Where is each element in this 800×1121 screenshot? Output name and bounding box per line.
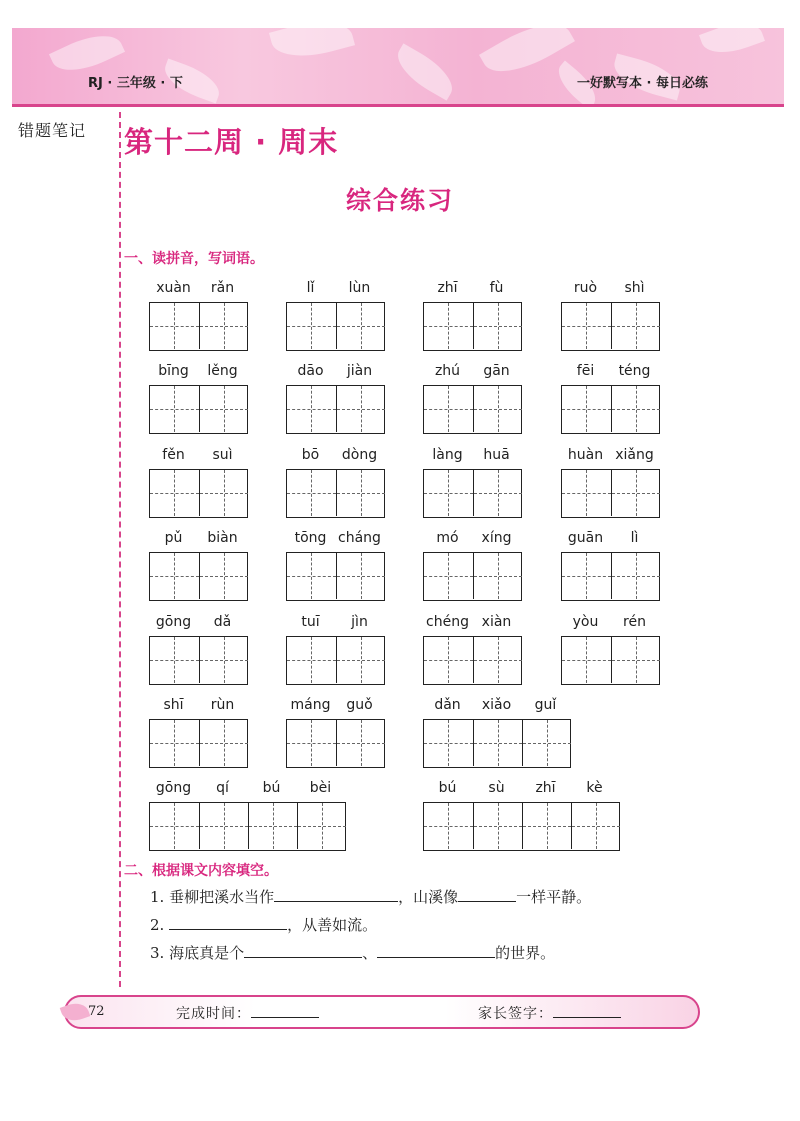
cell-guide-horizontal [424, 826, 473, 827]
character-cell[interactable] [424, 803, 473, 849]
character-cell[interactable] [522, 720, 571, 766]
writing-grid [149, 302, 248, 351]
writing-grid [561, 385, 660, 434]
pinyin-syllable: tuī [301, 614, 320, 630]
character-cell[interactable] [336, 637, 385, 683]
pinyin-syllable: biàn [207, 530, 238, 546]
q1-text-b: ，山溪像 [398, 888, 459, 906]
pinyin-syllable: ruò [573, 280, 598, 296]
week-title: 第十二周 · 周末 [124, 125, 339, 159]
page-number: 72 [88, 1004, 105, 1019]
character-cell[interactable] [562, 637, 611, 683]
pinyin-syllable: guān [567, 530, 604, 546]
writing-grid [423, 719, 571, 768]
header-divider [12, 104, 784, 107]
character-cell[interactable] [287, 386, 336, 432]
completion-time [176, 1003, 319, 1023]
character-cell[interactable] [150, 553, 199, 599]
cell-guide-horizontal [562, 660, 611, 661]
pinyin-syllable: qí [216, 780, 229, 796]
pinyin-syllable: dāo [297, 363, 324, 379]
fill-question-2 [150, 914, 377, 935]
character-cell[interactable] [562, 553, 611, 599]
character-cell[interactable] [199, 386, 248, 432]
character-cell[interactable] [611, 386, 660, 432]
cell-guide-horizontal [200, 326, 248, 327]
q1-text-c: 一样平静。 [516, 888, 592, 906]
q3-text-b: 、 [362, 944, 378, 962]
pinyin-syllable: dǎn [434, 697, 461, 713]
cell-guide-horizontal [612, 576, 660, 577]
cell-guide-horizontal [298, 826, 346, 827]
section1-heading: 一、读拼音，写词语。 [124, 251, 264, 267]
pinyin-syllable: rǎn [210, 280, 235, 296]
q1-blank-2[interactable] [458, 888, 516, 902]
writing-grid [286, 552, 385, 601]
pinyin-syllable: cháng [338, 530, 381, 546]
writing-grid [561, 636, 660, 685]
character-cell[interactable] [336, 720, 385, 766]
cell-guide-horizontal [424, 743, 473, 744]
fill-question-1 [150, 886, 591, 907]
character-cell[interactable] [150, 470, 199, 516]
character-cell[interactable] [424, 637, 473, 683]
character-cell[interactable] [336, 470, 385, 516]
writing-grid [149, 385, 248, 434]
character-cell[interactable] [199, 303, 248, 349]
cell-guide-horizontal [474, 826, 522, 827]
cell-guide-horizontal [474, 326, 522, 327]
q3-text-a: 3. 海底真是个 [150, 944, 245, 962]
cell-guide-horizontal [287, 493, 336, 494]
writing-grid [423, 469, 522, 518]
pinyin-syllable: huā [483, 447, 510, 463]
cell-guide-horizontal [200, 409, 248, 410]
writing-grid [286, 636, 385, 685]
writing-grid [423, 802, 620, 851]
pinyin-syllable: bīng [158, 363, 189, 379]
cell-guide-horizontal [150, 660, 199, 661]
character-cell[interactable] [562, 386, 611, 432]
writing-grid [149, 469, 248, 518]
completion-time-label: 完成时间： [176, 1006, 251, 1022]
pinyin-syllable: guǒ [346, 697, 373, 713]
writing-grid [149, 719, 248, 768]
character-cell[interactable] [297, 803, 346, 849]
character-cell[interactable] [287, 553, 336, 599]
pinyin-syllable: xuàn [156, 280, 191, 296]
cell-guide-horizontal [337, 493, 385, 494]
character-cell[interactable] [336, 303, 385, 349]
q1-blank-1[interactable] [274, 888, 398, 902]
character-cell[interactable] [424, 470, 473, 516]
page-title [0, 181, 800, 217]
writing-grid [561, 469, 660, 518]
cell-guide-horizontal [287, 660, 336, 661]
pinyin-syllable: mó [436, 530, 459, 546]
writing-grid [149, 636, 248, 685]
section2-heading: 二、根据课文内容填空。 [124, 863, 278, 879]
petal-decoration [699, 28, 765, 61]
character-cell[interactable] [611, 470, 660, 516]
cell-guide-horizontal [200, 660, 248, 661]
character-cell[interactable] [473, 303, 522, 349]
writing-grid [149, 802, 346, 851]
fill-question-3 [150, 942, 555, 963]
cell-guide-horizontal [424, 326, 473, 327]
writing-grid [423, 636, 522, 685]
pinyin-syllable: shī [163, 697, 184, 713]
character-cell[interactable] [562, 303, 611, 349]
character-cell[interactable] [248, 803, 297, 849]
pinyin-syllable: máng [290, 697, 331, 713]
cell-guide-horizontal [150, 409, 199, 410]
character-cell[interactable] [424, 303, 473, 349]
cell-guide-horizontal [200, 826, 248, 827]
cell-guide-horizontal [572, 826, 620, 827]
parent-signature-label: 家长签字： [478, 1006, 553, 1022]
pinyin-syllable: zhú [434, 363, 461, 379]
pinyin-syllable: téng [618, 363, 651, 379]
q2-text-b: ，从善如流。 [287, 916, 378, 934]
pinyin-syllable: lěng [207, 363, 238, 379]
pinyin-syllable: gān [483, 363, 510, 379]
completion-time-blank[interactable] [251, 1004, 319, 1018]
character-cell[interactable] [473, 637, 522, 683]
character-cell[interactable] [287, 720, 336, 766]
cell-guide-horizontal [562, 326, 611, 327]
pinyin-syllable: sù [488, 780, 505, 796]
cell-guide-horizontal [337, 660, 385, 661]
pinyin-syllable: jìn [351, 614, 368, 630]
character-cell[interactable] [611, 303, 660, 349]
writing-grid [561, 552, 660, 601]
parent-signature-blank[interactable] [553, 1004, 621, 1018]
pinyin-syllable: fēi [576, 363, 595, 379]
pinyin-syllable: fěn [162, 447, 185, 463]
pinyin-syllable: lùn [348, 280, 371, 296]
cell-guide-horizontal [474, 409, 522, 410]
writing-grid [286, 469, 385, 518]
character-cell[interactable] [150, 386, 199, 432]
character-cell[interactable] [473, 470, 522, 516]
notes-divider [119, 112, 121, 987]
pinyin-syllable: lì [630, 530, 639, 546]
cell-guide-horizontal [287, 409, 336, 410]
character-cell[interactable] [571, 803, 620, 849]
cell-guide-horizontal [474, 576, 522, 577]
pinyin-syllable: làng [432, 447, 463, 463]
pinyin-syllable: rùn [210, 697, 235, 713]
q3-blank-2[interactable] [377, 944, 495, 958]
writing-grid [286, 385, 385, 434]
cell-guide-horizontal [424, 409, 473, 410]
cell-guide-horizontal [287, 576, 336, 577]
q3-text-c: 的世界。 [495, 944, 556, 962]
cell-guide-horizontal [523, 826, 571, 827]
character-cell[interactable] [199, 553, 248, 599]
writing-grid [149, 552, 248, 601]
cell-guide-horizontal [150, 326, 199, 327]
pinyin-syllable: zhī [437, 280, 458, 296]
cell-guide-horizontal [562, 576, 611, 577]
header-series: 一好默写本 · 每日必练 [577, 76, 708, 91]
q2-blank-1[interactable] [169, 916, 287, 930]
header-edition: RJ · 三年级 · 下 [88, 76, 183, 91]
pinyin-syllable: xiàn [481, 614, 512, 630]
character-cell[interactable] [424, 553, 473, 599]
pinyin-syllable: guǐ [534, 697, 557, 713]
cell-guide-horizontal [562, 409, 611, 410]
cell-guide-horizontal [474, 493, 522, 494]
writing-grid [423, 552, 522, 601]
pinyin-syllable: rén [623, 614, 646, 630]
cell-guide-horizontal [337, 576, 385, 577]
mistake-notes-label: 错题笔记 [18, 121, 87, 140]
pinyin-syllable: dǎ [213, 614, 232, 630]
pinyin-syllable: lǐ [306, 280, 315, 296]
character-cell[interactable] [150, 803, 199, 849]
writing-grid [423, 385, 522, 434]
cell-guide-horizontal [150, 493, 199, 494]
pinyin-syllable: bō [301, 447, 320, 463]
cell-guide-horizontal [523, 743, 571, 744]
cell-guide-horizontal [337, 326, 385, 327]
writing-grid [286, 302, 385, 351]
character-cell[interactable] [424, 386, 473, 432]
character-cell[interactable] [287, 303, 336, 349]
character-cell[interactable] [522, 803, 571, 849]
pinyin-syllable: chéng [426, 614, 469, 630]
q3-blank-1[interactable] [244, 944, 362, 958]
cell-guide-horizontal [424, 493, 473, 494]
parent-signature [478, 1003, 621, 1023]
cell-guide-horizontal [200, 743, 248, 744]
character-cell[interactable] [473, 386, 522, 432]
character-cell[interactable] [150, 720, 199, 766]
cell-guide-horizontal [562, 493, 611, 494]
page-title-text: 综合练习 [345, 186, 454, 215]
pinyin-syllable: bú [262, 780, 281, 796]
character-cell[interactable] [287, 637, 336, 683]
character-cell[interactable] [150, 303, 199, 349]
pinyin-syllable: dòng [341, 447, 378, 463]
pinyin-syllable: jiàn [346, 363, 373, 379]
cell-guide-horizontal [474, 743, 522, 744]
character-cell[interactable] [199, 470, 248, 516]
cell-guide-horizontal [200, 493, 248, 494]
pinyin-syllable: bèi [309, 780, 332, 796]
character-cell[interactable] [611, 637, 660, 683]
cell-guide-horizontal [150, 576, 199, 577]
pinyin-syllable: suì [212, 447, 233, 463]
character-cell[interactable] [336, 553, 385, 599]
cell-guide-horizontal [200, 576, 248, 577]
cell-guide-horizontal [612, 409, 660, 410]
character-cell[interactable] [611, 553, 660, 599]
character-cell[interactable] [150, 637, 199, 683]
pinyin-syllable: gōng [155, 780, 192, 796]
petal-decoration [389, 43, 460, 100]
cell-guide-horizontal [249, 826, 297, 827]
character-cell[interactable] [199, 720, 248, 766]
character-cell[interactable] [199, 803, 248, 849]
header-banner [12, 28, 784, 106]
q1-text-a: 1. 垂柳把溪水当作 [150, 888, 275, 906]
character-cell[interactable] [424, 720, 473, 766]
cell-guide-horizontal [474, 660, 522, 661]
cell-guide-horizontal [612, 493, 660, 494]
cell-guide-horizontal [150, 743, 199, 744]
character-cell[interactable] [473, 803, 522, 849]
petal-decoration [269, 28, 355, 66]
pinyin-syllable: pǔ [164, 530, 183, 546]
pinyin-syllable: gōng [155, 614, 192, 630]
cell-guide-horizontal [337, 409, 385, 410]
character-cell[interactable] [473, 720, 522, 766]
cell-guide-horizontal [424, 576, 473, 577]
character-cell[interactable] [473, 553, 522, 599]
cell-guide-horizontal [150, 826, 199, 827]
writing-grid [423, 302, 522, 351]
character-cell[interactable] [199, 637, 248, 683]
pinyin-syllable: huàn [567, 447, 604, 463]
pinyin-syllable: shì [624, 280, 645, 296]
pinyin-syllable: yòu [572, 614, 599, 630]
pinyin-syllable: fù [489, 280, 504, 296]
character-cell[interactable] [336, 386, 385, 432]
pinyin-syllable: kè [586, 780, 603, 796]
q2-text-a: 2. [150, 916, 165, 934]
pinyin-syllable: tōng [294, 530, 327, 546]
cell-guide-horizontal [287, 326, 336, 327]
cell-guide-horizontal [612, 326, 660, 327]
cell-guide-horizontal [612, 660, 660, 661]
cell-guide-horizontal [424, 660, 473, 661]
pinyin-syllable: xiǎo [481, 697, 512, 713]
cell-guide-horizontal [287, 743, 336, 744]
pinyin-syllable: xíng [481, 530, 512, 546]
character-cell[interactable] [562, 470, 611, 516]
cell-guide-horizontal [337, 743, 385, 744]
writing-grid [286, 719, 385, 768]
pinyin-syllable: xiǎng [615, 447, 654, 463]
character-cell[interactable] [287, 470, 336, 516]
writing-grid [561, 302, 660, 351]
pinyin-syllable: bú [438, 780, 457, 796]
pinyin-syllable: zhī [535, 780, 556, 796]
